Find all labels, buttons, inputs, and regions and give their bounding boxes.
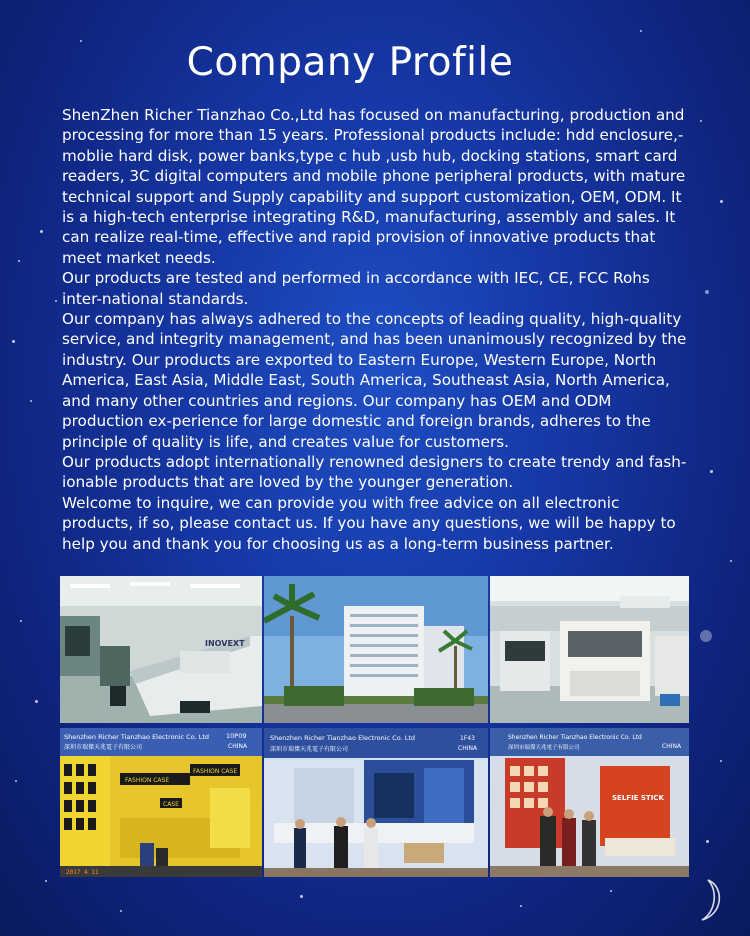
booth1-sign-b: FASHION CASE — [193, 768, 238, 775]
booth2-country: CHINA — [458, 745, 478, 752]
booth3-banner-text: Shenzhen Richer Tianzhao Electronic Co. Ltd — [508, 734, 642, 741]
crescent-moon-icon — [698, 878, 728, 922]
booth1-number: 10P09 — [226, 732, 247, 740]
page-title: Company Profile — [186, 40, 514, 85]
booth3-banner-cn-text: 深圳市瑞傑天兆電子有限公司 — [508, 745, 580, 751]
booth1-sign-c: CASE — [163, 801, 179, 808]
factory-floor-photo — [60, 576, 262, 723]
booth1-banner-text: Shenzhen Richer Tianzhao Electronic Co. Ltd — [64, 733, 210, 741]
booth-photo-yellow — [60, 728, 262, 877]
booth-photo-red — [490, 728, 689, 877]
booth1-banner-cn-text: 深圳市瑞傑天兆電子有限公司 — [64, 744, 143, 751]
design-paragraph: Our products adopt internationally renowned designers to create trendy and fash-ionable products that are loved by the younger generation. — [62, 452, 687, 492]
factory-building-photo — [264, 576, 488, 723]
booth1-sign-a: FASHION CASE — [125, 777, 170, 784]
booth1-date-stamp: 2017 4 11 — [66, 869, 99, 876]
standards-paragraph: Our products are tested and performed in accordance with IEC, CE, FCC Rohs inter-national standards. — [62, 269, 650, 308]
intro-paragraph: ShenZhen Richer Tianzhao Co.,Ltd has focused on manufacturing, production and processing for more than 15 years. Professional products include: hdd enclosure,-moblie hard disk, power banks,type c hub ,usb hub, docking stations, smart card readers, 3C digital computers and mobile phone peripheral products, with mature technical support and Supply capability and support customization, OEM, ODM. It is a high-tech enterprise integrating R&D, manufacturing, assembly and sales. It can realize real-time, effective and rapid provision of innovative products that meet market needs. — [62, 106, 686, 267]
smt-machine-photo — [490, 576, 689, 723]
machine-brand-label: INOVEXT — [205, 639, 245, 648]
booth2-banner-text: Shenzhen Richer Tianzhao Electronic Co. Ltd — [270, 734, 416, 742]
booth-photo-blue — [264, 728, 488, 877]
quality-paragraph: Our company has always adhered to the concepts of leading quality, high-quality service, and integrity management, and has been unanimously recognized by the industry. Our products are exported to Eastern Europe, Western Europe, North America, East Asia, Middle East, South America, Southeast Asia, North America, and many other countries and regions. Our company has OEM and ODM production ex-perience for large domestic and foreign brands, adheres to the principle of quality is life, and creates value for customers. — [62, 310, 687, 451]
booth3-sign: SELFIE STICK — [612, 794, 664, 802]
booth3-country: CHINA — [662, 743, 682, 750]
booth2-banner-cn-text: 深圳市瑞傑天兆電子有限公司 — [270, 746, 349, 753]
photo-gallery — [60, 576, 689, 877]
company-description — [62, 105, 694, 554]
booth2-number: 1F43 — [460, 735, 475, 742]
booth1-country: CHINA — [228, 743, 248, 750]
welcome-paragraph: Welcome to inquire, we can provide you with free advice on all electronic products, if so, please contact us. If you have any questions, we will be happy to help you and thank you for choosing us as a long-term business partner. — [62, 493, 676, 553]
